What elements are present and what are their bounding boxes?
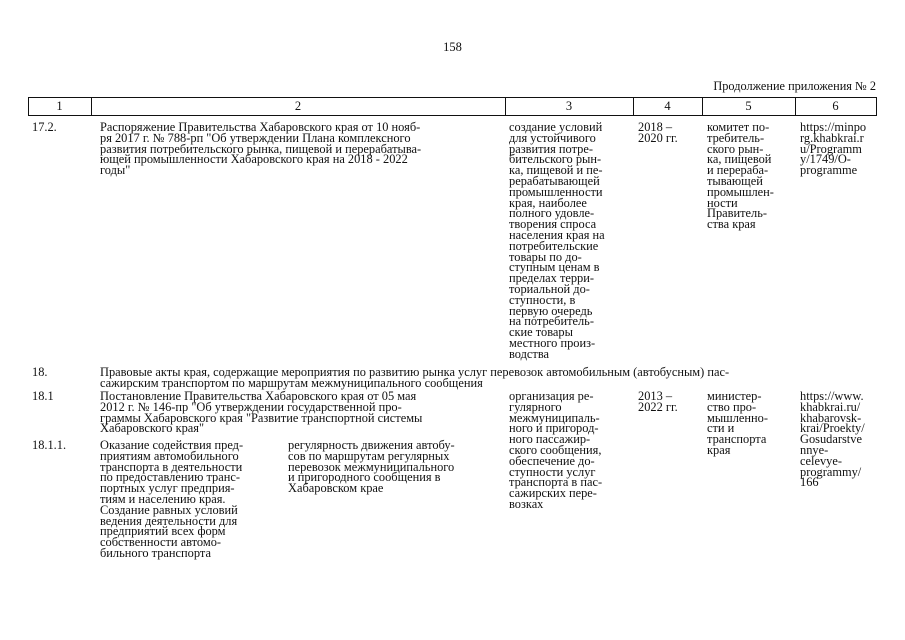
row-18-1-title: Постановление Правительства Хабаровского края от 05 мая 2012 г. № 146-пр "Об утверждении государственной про- граммы Хабаровского края "Развитие транспортной системы Хабаровского края" [100, 389, 423, 436]
row-18-number: 18. [32, 365, 48, 379]
table-right-border [876, 97, 877, 116]
row-18-1-1-indicator: регулярность движения автобу- сов по маршрутам регулярных перевозок межмуниципального и пригородного сообщения в Хабаровском крае [288, 438, 455, 496]
row-18-title: Правовые акты края, содержащие мероприятия по развитию рынка услуг перевозок автомобильным (автобусным) пас- сажирским транспортом по маршрутам межмуниципального сообщения [100, 365, 730, 390]
header-col-4: 4 [664, 99, 671, 113]
header-col-2: 2 [294, 99, 302, 113]
row-18-1-number: 18.1 [32, 389, 54, 403]
row-18-1-1-measure: Оказание содействия пред- приятиям автомобильного транспорта в деятельности по предоставлению транс- портных услуг предприя- тиям и населению края. Создание равных условий ведения деятельности для предприятий всех форм собственности автомо- бильного транспорта [100, 438, 244, 560]
header-col-3: 3 [565, 99, 573, 113]
header-col-1: 1 [56, 99, 63, 113]
row-17-2-link[interactable]: https://minpo rg.khabkrai.r u/Programm y/1749/O- programme [800, 120, 867, 178]
continuation-note: Продолжение приложения № 2 [713, 79, 876, 93]
row-17-2-number: 17.2. [32, 120, 57, 134]
row-17-2-goal: создание условий для устойчивого развития потре- бительского рын- ка, пищевой и пе- рерабатывающей промышленности края, наиболее полного удовле- творения спроса населения края на потребительские товары по до- ступным ценам в пределах терри- ториальной до- ступности, в первую очередь на потребитель- ские товары местного произ- водства [509, 120, 605, 361]
row-18-1-period: 2013 – 2022 гг. [638, 389, 678, 414]
row-17-2-title: Распоряжение Правительства Хабаровского края от 10 нояб- ря 2017 г. № 788-рп "Об утверждении Плана комплексного развития потребительского рынка, пищевой и перерабатыва- ющей промышленности Хабаровского края на 2018 - 2022 годы" [100, 120, 422, 178]
page-number: 158 [443, 40, 462, 54]
header-col-5: 5 [745, 99, 752, 113]
header-col-6: 6 [832, 99, 839, 113]
row-18-1-1-number: 18.1.1. [32, 438, 67, 452]
row-17-2-executor: комитет по- требитель- ского рын- ка, пищевой и перераба- тывающей промышлен- ности Правитель- ства края [707, 120, 774, 232]
row-18-1-executor: министер- ство про- мышленно- сти и транспорта края [707, 389, 768, 457]
table-header-bottom-border [28, 115, 876, 116]
row-18-1-link[interactable]: https://www. khabkrai.ru/ khabarovsk- krai/Proekty/ Gosudarstve nnye- celevye- programmy/ 166 [800, 389, 865, 490]
row-17-2-period: 2018 – 2020 гг. [638, 120, 678, 145]
row-18-1-goal: организация ре- гулярного межмуниципаль- ного и пригород- ного пассажир- ского сообщения, обеспечение до- ступности услуг транспорта в пас- сажирских пере- возках [509, 389, 603, 511]
